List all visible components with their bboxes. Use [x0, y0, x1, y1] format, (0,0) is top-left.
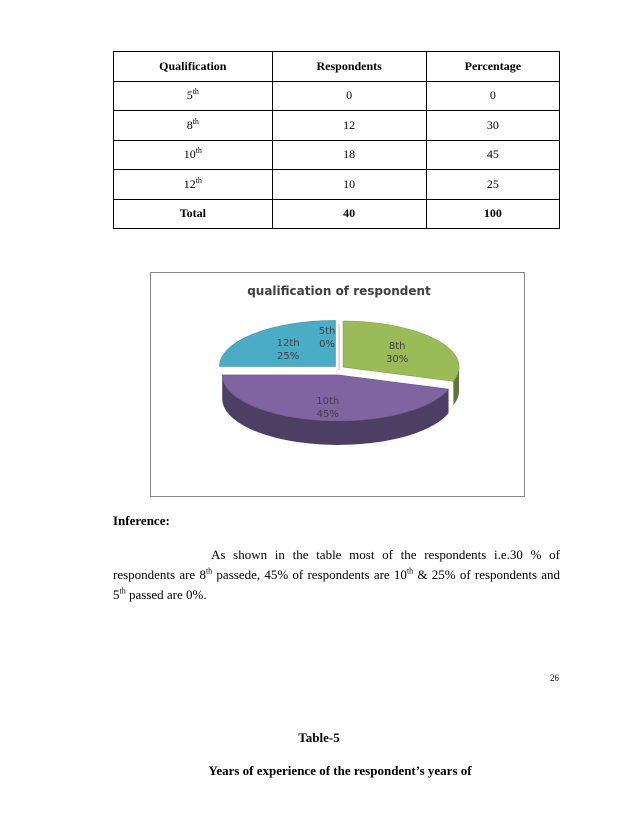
qualification-cell: 12th	[114, 170, 273, 200]
table-row	[114, 81, 560, 111]
respondents-cell: 12	[272, 111, 426, 141]
percentage-cell: 45	[426, 140, 559, 170]
pie-label-category: 5th	[318, 326, 336, 337]
total-label: Total	[114, 199, 273, 229]
next-table-subtitle: Years of experience of the respondent’s years of	[208, 763, 472, 778]
header-respondents: Respondents	[272, 52, 426, 82]
table-total-row	[114, 199, 560, 229]
table-row	[114, 140, 560, 170]
qualification-cell: 8th	[114, 111, 273, 141]
table-row	[114, 170, 560, 200]
pie-label-value: 0%	[319, 339, 335, 350]
percentage-cell: 30	[426, 111, 559, 141]
respondents-cell: 18	[272, 140, 426, 170]
qualification-cell: 10th	[114, 140, 273, 170]
total-respondents: 40	[272, 199, 426, 229]
respondents-cell: 0	[272, 81, 426, 111]
chart-title: qualification of respondent	[247, 284, 431, 298]
header-percentage: Percentage	[426, 52, 559, 82]
pie-label-category: 10th	[316, 396, 340, 408]
table-row	[114, 111, 560, 141]
pie-label-category: 8th	[388, 341, 406, 353]
next-table-title: Table-5	[298, 730, 340, 745]
pie-label-value: 30%	[386, 354, 409, 366]
pie-label-category: 12th	[276, 337, 300, 349]
inference-paragraph: As shown in the table most of the respondents i.e.30 % of respondents are 8th passede, 45% of respondents are 10th & 25% of respondents and 5th passed are 0%.	[113, 547, 561, 602]
header-qualification: Qualification	[114, 52, 273, 82]
total-percentage: 100	[426, 199, 559, 229]
qualification-cell: 5th	[114, 81, 273, 111]
page-number: 26	[550, 673, 559, 683]
inference-heading: Inference:	[113, 513, 170, 528]
percentage-cell: 25	[426, 170, 559, 200]
pie-label-value: 45%	[316, 409, 339, 421]
pie-label-value: 25%	[277, 350, 300, 362]
percentage-cell: 0	[426, 81, 559, 111]
pie-chart	[150, 272, 525, 497]
respondents-cell: 10	[272, 170, 426, 200]
pie-chart-svg	[151, 273, 524, 496]
qualification-table	[113, 51, 560, 229]
table-header-row	[114, 52, 560, 82]
